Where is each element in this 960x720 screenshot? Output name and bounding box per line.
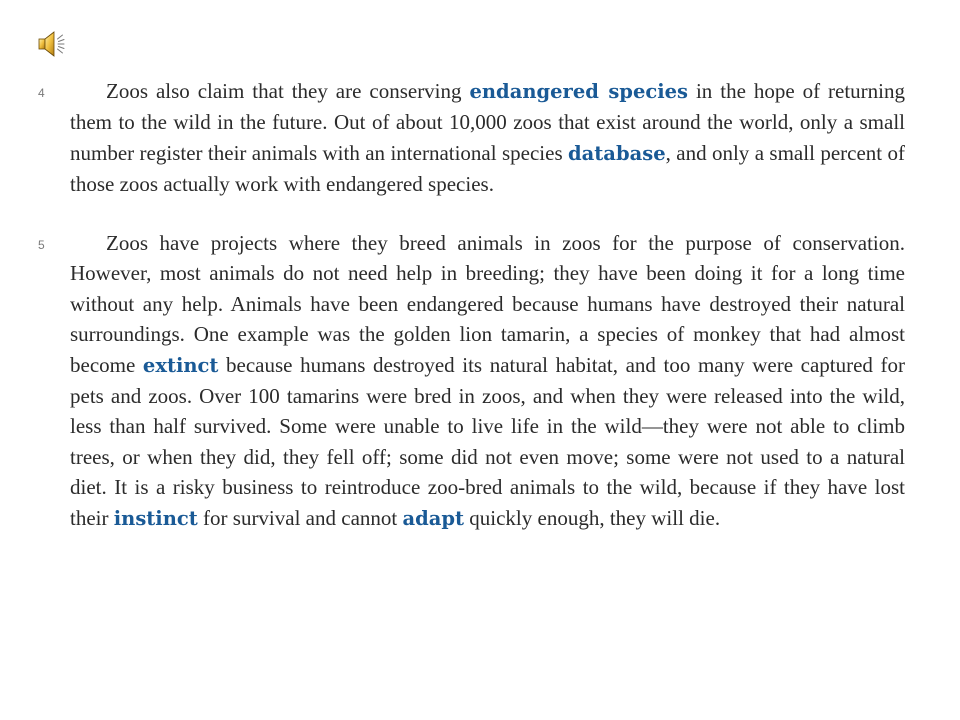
paragraph-4 xyxy=(70,76,905,200)
vocab-word-instinct[interactable]: instinct xyxy=(113,506,198,530)
paragraph-text: for survival and cannot xyxy=(197,505,403,530)
paragraph-number: 4 xyxy=(38,86,45,100)
paragraph-number: 5 xyxy=(38,238,45,252)
paragraph-text: Zoos have projects where they breed animals in zoos for the purpose of conservation. However, most animals do not need help in breeding; they have been doing it for a long time without any help. Animals have been endangered because humans have destroyed their natural surroundings. One example was the golden lion tamarin, a species of monkey that had almost become xyxy=(70,231,905,377)
paragraph-text: Zoos also claim that they are conserving xyxy=(106,79,470,103)
vocab-word-adapt[interactable]: adapt xyxy=(402,506,465,530)
paragraph-text: , and only a small percent of those zoos actually work with endangered species. xyxy=(70,140,905,197)
paragraph-5 xyxy=(70,228,905,534)
paragraph-text: because humans destroyed its natural habitat, and too many were captured for pets and zoos. Over 100 tamarins were bred in zoos, and when they were released into the wild, less than half survived. Some were unable to live life in the wild—they were not able to climb trees, or when they did, they fell off; some did not even move; some were not used to a natural diet. It is a risky business to reintroduce zoo-bred animals to the wild, because if they have lost their xyxy=(70,352,905,530)
paragraph-text: quickly enough, they will die. xyxy=(464,505,721,530)
vocab-word-endangered-species[interactable]: endangered species xyxy=(469,80,689,103)
speaker-icon[interactable] xyxy=(36,28,70,60)
vocab-word-extinct[interactable]: extinct xyxy=(142,353,219,377)
paragraph-text: in the hope of returning them to the wild in the future. Out of about 10,000 zoos that exist around the world, only a small number register their animals with an international species xyxy=(70,79,905,165)
vocab-word-database[interactable]: database xyxy=(568,141,666,165)
